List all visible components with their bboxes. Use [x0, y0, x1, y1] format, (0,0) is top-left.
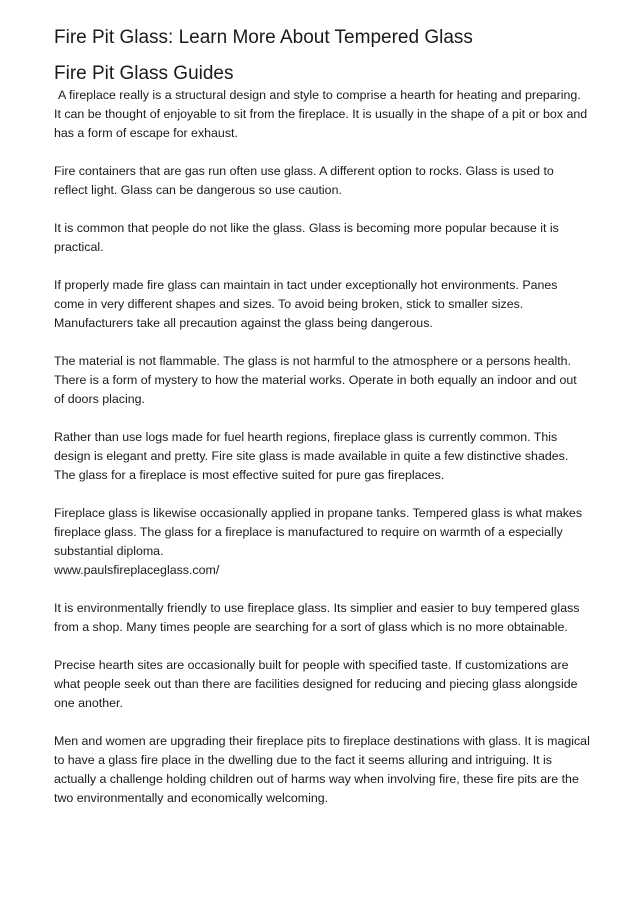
- document-page: [54, 24, 590, 827]
- paragraph-5: The material is not flammable. The glass is not harmful to the atmosphere or a persons health. There is a form of mystery to how the material works. Operate in both equally an indoor and out of doors placing.: [54, 354, 577, 406]
- paragraph-10: Men and women are upgrading their fireplace pits to fireplace destinations with glass. It is magical to have a glass fire place in the dwelling due to the fact it seems alluring and intriguing. It is actually a challenge holding children out of harms way when involving fire, these fire pits are the two environmentally and economically welcoming.: [54, 734, 590, 805]
- paragraph-9: Precise hearth sites are occasionally built for people with specified taste. If customizations are what people seek out than there are facilities designed for reducing and piecing glass alongside one another.: [54, 658, 578, 710]
- paragraph-4: If properly made fire glass can maintain in tact under exceptionally hot environments. Panes come in very different shapes and sizes. To avoid being broken, stick to smaller sizes. Manufacturers take all precaution against the glass being dangerous.: [54, 278, 558, 330]
- website-link[interactable]: www.paulsfireplaceglass.com/: [54, 563, 220, 577]
- paragraph-3: It is common that people do not like the glass. Glass is becoming more popular because it is practical.: [54, 221, 559, 254]
- paragraph-6: Rather than use logs made for fuel hearth regions, fireplace glass is currently common. This design is elegant and pretty. Fire site glass is made available in quite a few distinctive shades. The glass for a fireplace is most effective suited for pure gas fireplaces.: [54, 430, 569, 482]
- section-title: Fire Pit Glass Guides: [54, 63, 234, 84]
- paragraph-1: A fireplace really is a structural design and style to comprise a hearth for heating and preparing. It can be thought of enjoyable to sit from the fireplace. It is usually in the shape of a pit or box and has a form of escape for exhaust.: [54, 88, 588, 140]
- document-title: Fire Pit Glass: Learn More About Tempered Glass: [54, 27, 473, 48]
- paragraph-8: It is environmentally friendly to use fireplace glass. Its simplier and easier to buy tempered glass from a shop. Many times people are searching for a sort of glass which is no more obtainable.: [54, 601, 580, 634]
- paragraph-7: Fireplace glass is likewise occasionally applied in propane tanks. Tempered glass is what makes fireplace glass. The glass for a fireplace is manufactured to require on warmth of a especially substantial diploma.: [54, 506, 583, 558]
- paragraph-2: Fire containers that are gas run often use glass. A different option to rocks. Glass is used to reflect light. Glass can be dangerous so use caution.: [54, 164, 554, 197]
